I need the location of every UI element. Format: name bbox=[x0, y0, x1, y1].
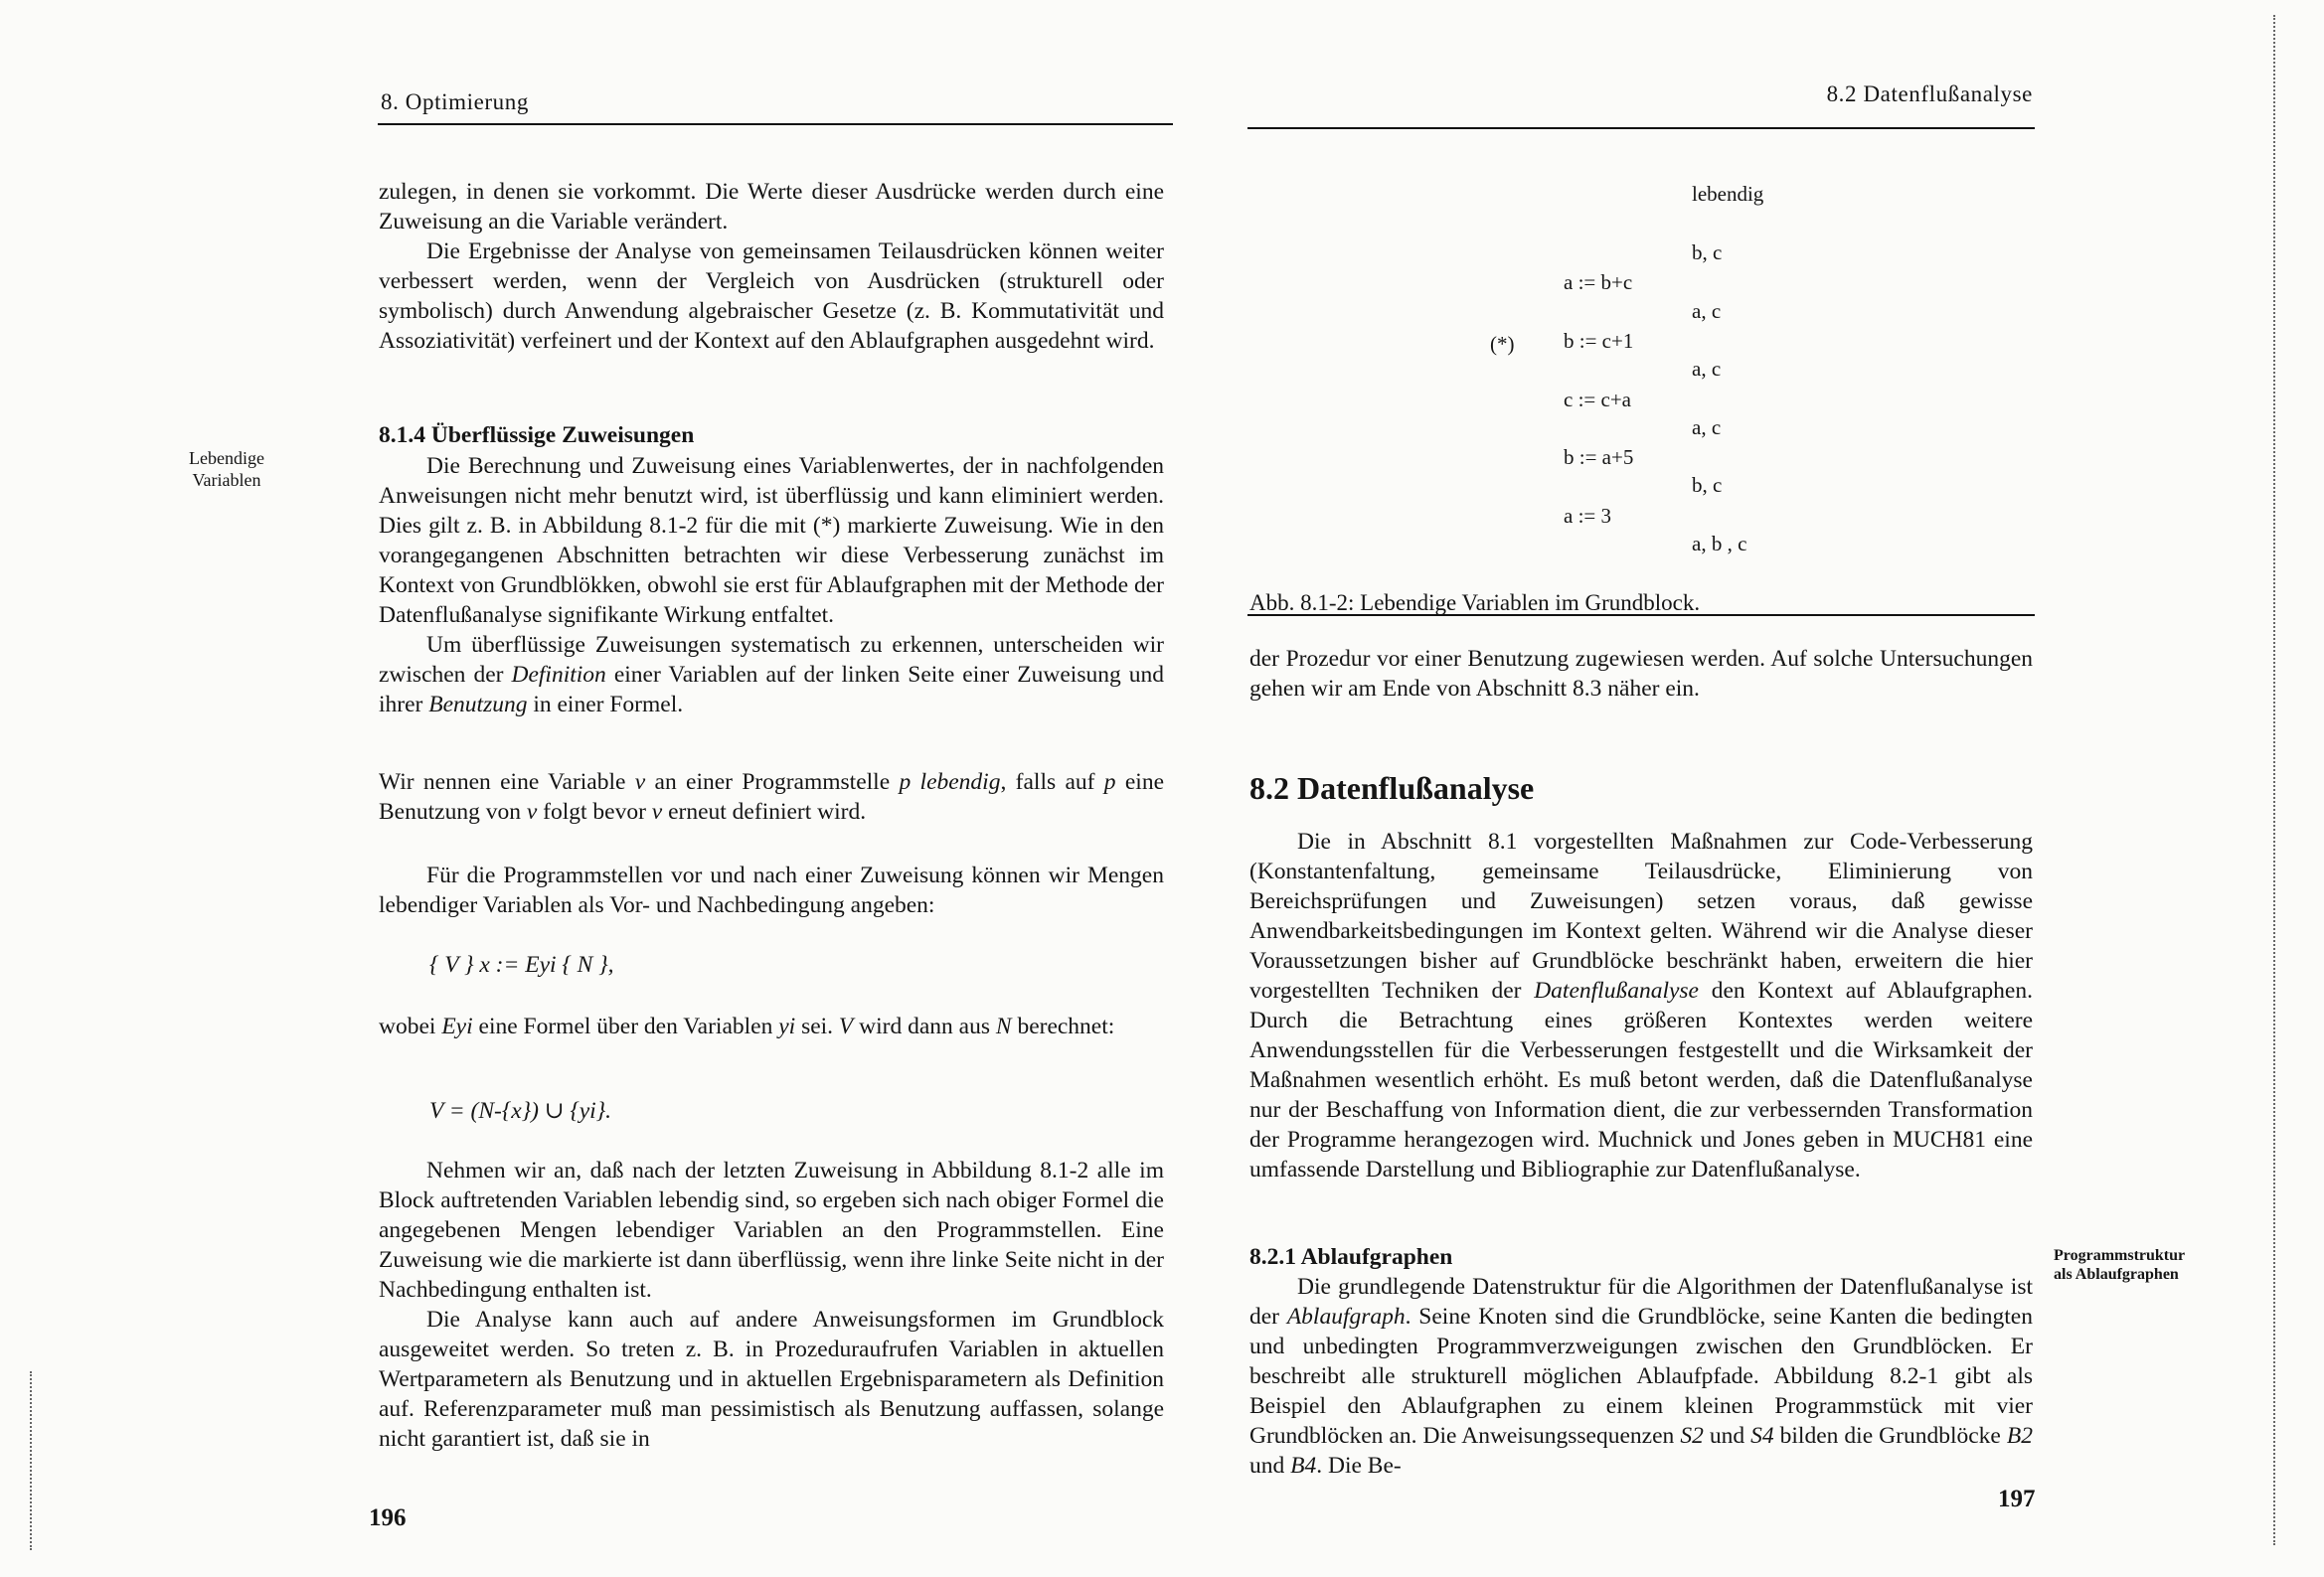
figure-caption-rule bbox=[1247, 614, 2035, 616]
right-running-header: 8.2 Datenflußanalyse bbox=[1826, 81, 2033, 106]
figure-live-set-6: a, b , c bbox=[1692, 532, 1747, 555]
subsection-title-8-2-1: 8.2.1 Ablaufgraphen bbox=[1249, 1244, 1453, 1270]
intro-paragraph-2: Die Ergebnisse der Analyse von gemeinsamen Teilausdrücken können weiter verbessert werden, wenn der Vergleich von Ausdrücken (strukturell oder symbolisch) durch Anwendung algebraischer Gesetze (z. B. Kommutativität und Assoziativität) verfeinert und der Kontext auf den Ablaufgraphen ausgedehnt wird. bbox=[379, 238, 1164, 354]
left-header-rule bbox=[378, 123, 1173, 125]
scan-edge-line-left bbox=[30, 1371, 32, 1550]
paragraph-nehmen: Nehmen wir an, daß nach der letzten Zuweisung in Abbildung 8.1-2 alle im Block auftretenden Variablen lebendig sind, so ergeben sich nach obiger Formel die angegebenen Mengen lebendiger Variablen an den Programmstellen. Eine Zuweisung wie die markierte ist dann überflüssig, wenn ihre linke Seite nicht in der Nachbedingung enthalten ist. bbox=[379, 1158, 1164, 1303]
definition-lebendig: Wir nennen eine Variable v an einer Programmstelle p lebendig, falls auf p eine Benutzung von v folgt bevor v erneut definiert wird. bbox=[379, 769, 1165, 825]
paragraph-wobei: wobei Eyi eine Formel über den Variablen yi sei. V wird dann aus N berechnet: bbox=[379, 1014, 1115, 1039]
figure-live-set-4: a, c bbox=[1692, 415, 1722, 439]
left-final-paragraphs bbox=[379, 1156, 1164, 1454]
margin-note-line-1: Lebendige bbox=[189, 448, 264, 468]
figure-live-set-2: a, c bbox=[1692, 299, 1722, 323]
subsection-title-8-1-4: 8.1.4 Überflüssige Zuweisungen bbox=[379, 422, 695, 448]
left-body bbox=[379, 451, 1164, 719]
section-title-8-2: 8.2 Datenflußanalyse bbox=[1249, 770, 1535, 806]
figure-live-set-3: a, c bbox=[1692, 357, 1722, 381]
figure-statement-4: b := a+5 bbox=[1564, 445, 1634, 469]
paragraph-ueberfluessig: Die Berechnung und Zuweisung eines Variablenwertes, der in nachfolgenden Anweisungen nicht mehr benutzt wird, ist überflüssig und kann eliminiert werden. Dies gilt z. B. in Abbildung 8.1-2 für die mit (*) markierte Zuweisung. Wie in den vorangegangenen Abschnitten betrachten wir diese Verbesserung zunächst im Kontext von Grundblökken, obwohl sie erst für Ablaufgraphen mit der Methode der Datenflußanalyse signifikante Wirkung entfaltet. bbox=[379, 453, 1164, 628]
scan-edge-line-right bbox=[2273, 15, 2275, 1545]
margin-note-line-2: Variablen bbox=[192, 470, 261, 490]
left-page-number: 196 bbox=[369, 1504, 407, 1531]
paragraph-datenflussanalyse: Die in Abschnitt 8.1 vorgestellten Maßnahmen zur Code-Verbesserung (Konstantenfaltung, gemeinsame Teilausdrücke, Eliminierung von Bereichsprüfungen und Zuweisungen) setzen voraus, daß gewisse Anwendbarkeitsbedingungen im Kontext gelten. Während wir die Analyse dieser Voraussetzungen bisher auf Grundblöcke beschränkt haben, erweitern die hier vorgestellten Techniken der Datenflußanalyse den Kontext auf Ablaufgraphen. Durch die Betrachtung eines größeren Kontextes werden weitere Anwendungsstellen für die Verbesserungen festgestellt und die Wirksamkeit der Maßnahmen wesentlich erhöht. Es muß betont werden, daß die Datenflußanalyse nur der Beschaffung von Information dient, die zur verbessernden Transformation der Programme herangezogen wird. Muchnick und Jones geben in MUCH81 eine umfassende Darstellung und Bibliographie zur Datenflußanalyse. bbox=[1249, 829, 2033, 1183]
figure-statement-3: c := c+a bbox=[1564, 388, 1631, 411]
figure-live-set-5: b, c bbox=[1692, 473, 1723, 497]
formula-hoare-triple: { V } x := Eyi { N }, bbox=[429, 952, 614, 978]
left-running-header: 8. Optimierung bbox=[381, 89, 529, 114]
figure-marker: (*) bbox=[1490, 332, 1515, 356]
intro-paragraph-1: zulegen, in denen sie vorkommt. Die Werte dieser Ausdrücke werden durch eine Zuweisung an die Variable verändert. bbox=[379, 179, 1164, 235]
formula-live-set: V = (N-{x}) ∪ {yi}. bbox=[429, 1098, 611, 1124]
margin-note-lebendige bbox=[177, 447, 276, 491]
paragraph-definition-benutzung: Um überflüssige Zuweisungen systematisch zu erkennen, unterscheiden wir zwischen der Definition einer Variablen auf der linken Seite einer Zuweisung und ihrer Benutzung in einer Formel. bbox=[379, 632, 1164, 717]
margin-note-programmstruktur bbox=[2054, 1246, 2185, 1284]
right-header-rule bbox=[1247, 127, 2035, 129]
figure-caption: Abb. 8.1-2: Lebendige Variablen im Grundblock. bbox=[1249, 590, 1701, 615]
paragraph-programmstellen: Für die Programmstellen vor und nach einer Zuweisung können wir Mengen lebendiger Variablen als Vor- und Nachbedingung angeben: bbox=[379, 863, 1164, 918]
figure-column-label: lebendig bbox=[1692, 182, 1764, 206]
figure-statement-1: a := b+c bbox=[1564, 270, 1633, 294]
margin-note-line-2: als Ablaufgraphen bbox=[2054, 1266, 2179, 1283]
figure-live-set-1: b, c bbox=[1692, 240, 1723, 264]
figure-statement-2: b := c+1 bbox=[1564, 329, 1634, 353]
paragraph-ablaufgraphen: Die grundlegende Datenstruktur für die Algorithmen der Datenflußanalyse ist der Ablaufgraph. Seine Knoten sind die Grundblöcke, seine Kanten die bedingten und unbedingten Programmverzweigungen zwischen den Grundblöcken. Er beschreibt alle strukturell möglichen Ablaufpfade. Abbildung 8.2-1 gibt als Beispiel den Ablaufgraphen zu einem kleinen Programmstück mit vier Grundblöcken an. Die Anweisungssequenzen S2 und S4 bilden die Grundblöcke B2 und B4. Die Be- bbox=[1249, 1274, 2033, 1479]
figure-8-1-2 bbox=[1247, 174, 2043, 621]
margin-note-line-1: Programmstruktur bbox=[2054, 1247, 2186, 1264]
paragraph-analyse: Die Analyse kann auch auf andere Anweisungsformen im Grundblock ausgeweitet werden. So treten z. B. in Prozeduraufrufen Variablen in aktuellen Wertparametern als Benutzung und in aktuellen Ergebnisparametern als Definition auf. Referenzparameter muß man pessimistisch als Benutzung auffassen, solange nicht garantiert ist, daß sie in bbox=[379, 1307, 1164, 1452]
right-page-number: 197 bbox=[1998, 1486, 2036, 1512]
paragraph-continuation: der Prozedur vor einer Benutzung zugewiesen werden. Auf solche Untersuchungen gehen wir am Ende von Abschnitt 8.3 näher ein. bbox=[1249, 646, 2033, 702]
left-intro bbox=[379, 177, 1164, 356]
figure-statement-5: a := 3 bbox=[1564, 504, 1611, 528]
